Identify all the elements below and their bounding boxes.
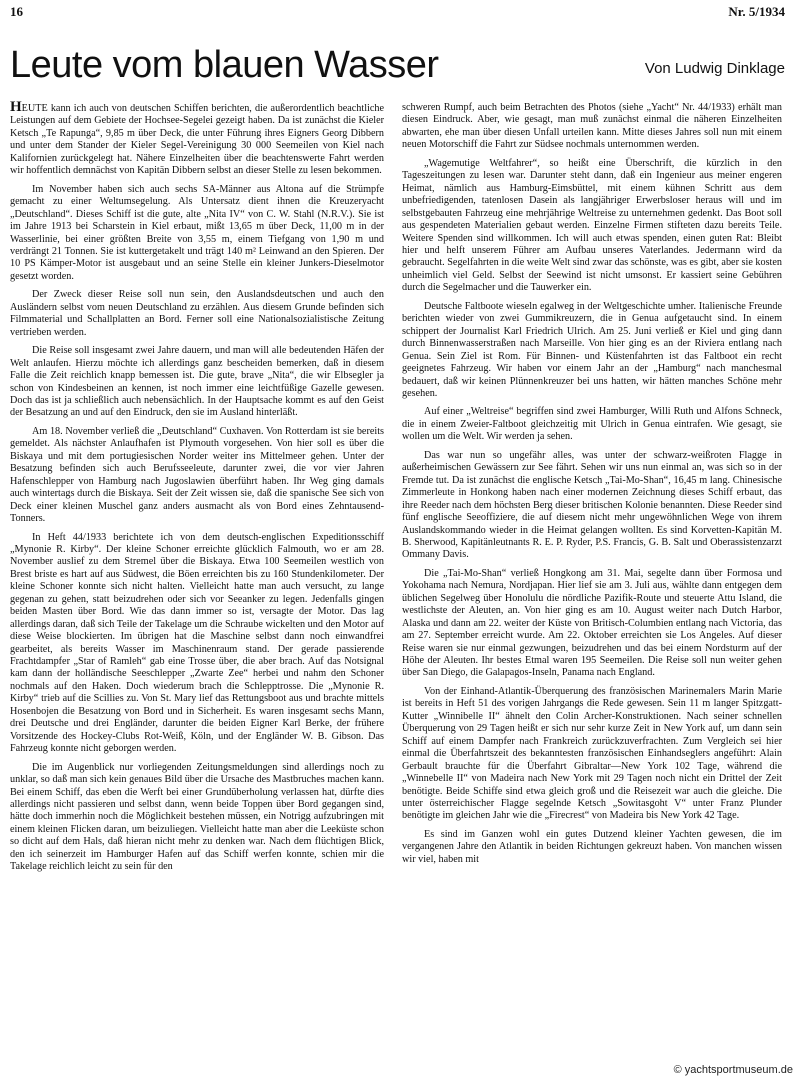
paragraph: schweren Rumpf, auch beim Betrachten des Photos (siehe „Yacht“ Nr. 44/1933) erhält man diesen Eindruck. Aber, wie gesagt, man muß zunächst einmal die näheren Einzelheiten abwarten, ehe man über diesen Unfall urteilen kann. Mitte dieses Jahres soll nun mit einem neuen Motorschiff die Fahrt zur Südsee nochmals unternommen werden. <box>402 102 782 151</box>
left-column <box>10 99 384 880</box>
page-number: 16 <box>10 4 23 19</box>
paragraph: Von der Einhand-Atlantik-Überquerung des französischen Marinemalers Marin Marie ist bereits in Heft 51 des vorigen Jahrgangs die Rede gewesen. Sein 11 m langer Spitzgatt-Kutter „Winnibelle II“ ähnelt den Colin Archer-Konstruktionen. Nach seiner schnellen Überquerung von 29 Tagen heißt er sich nur sehr kurze Zeit in New York auf, um dann sein Schiff auf einem Dampfer nach Frankreich zurückzuverfrachten. Zum Vergleich sei hier einmal die Überfahrtszeit des bekanntesten französischen Einhandseglers angeführt: Alain Gerbault brauchte für die Überfahrt Gibraltar—New York 102 Tage, während die „Winnebelle II“ von Madeira nach New York mit 29 Tagen noch nicht ein Drittel der Zeit benötigte. Beide Schiffe sind etwa gleich groß und die Reisezeit war auch die gleiche. Die unter österreichischer Flagge segelnde Ketsch „Sowitasgoht V“ unter Franz Plunder benötigte im gleichen Jahr wie die „Firecrest“ von Madeira bis New York 42 Tage. <box>402 685 782 822</box>
paragraph: Die Reise soll insgesamt zwei Jahre dauern, und man will alle bedeutenden Häfen der Welt anlaufen. Hierzu möchte ich allerdings ganz bescheiden bemerken, daß in diesem Falle die Zeit reichlich knapp bemessen ist. Die gute, brave „Nita“, die wir Elbsegler ja schon von Kindesbeinen an kennen, ist noch immer eine leichtfüßige Gazelle gewesen. Doch das ist ja schließlich auch nebensächlich. In der Hauptsache kommt es auf den Geist der Besatzung an und auf den Eindruck, den sie im Ausland hinterläßt. <box>10 345 384 419</box>
paragraph: Auf einer „Weltreise“ begriffen sind zwei Hamburger, Willi Ruth und Alfons Schneck, die in einem Zweier-Faltboot gleichzeitig mit Ulrich in Genua eintrafen. Wie gesagt, sie wollen um die Welt. Wir werden ja sehen. <box>402 406 782 443</box>
article-byline: Von Ludwig Dinklage <box>644 60 785 77</box>
paragraph: Im November haben sich auch sechs SA-Männer aus Altona auf die Strümpfe gemacht zu einer Weltumsegelung. Als Untersatz dient ihnen die Kreuzeryacht „Deutschland“. Dieses Schiff ist die gute, alte „Nita IV“ von C. W. Stahl (N.R.V.). Sie ist im Jahre 1913 bei Scharstein in Kiel erbaut, mißt 13,65 m über Deck, 11,00 m in der Wasserlinie, bei einer größten Breite von 3,55 m, einem Tiefgang von 1,90 m und verdrängt 21 Tonnen. Sie ist kuttergetakelt und trägt 140 m² Leinwand an den Spieren. Der 10 PS Kämper-Motor ist ausgebaut und an seine Stelle ein kleiner Junkers-Dieselmotor gesetzt worden. <box>10 183 384 282</box>
paragraph: HEUTE kann ich auch von deutschen Schiffen berichten, die außerordentlich beachtliche Leistungen auf dem Gebiete der Hochsee-Segelei gezeigt haben. Da ist zunächst die Kieler Ketsch „Te Rapunga“, 9,85 m über Deck, die unter Führung ihres Eigners Georg Dibbern und unter dem Stander der Kieler Segel-Vereinigung 30 000 Seemeilen von Kiel nach Kalifornien zurückgelegt hat. Nähere Einzelheiten über die beachtenswerte Fahrt werden wir hoffentlich demnächst von Kapitän Dibbern selbst an dieser Stelle zu lesen bekommen. <box>10 99 384 177</box>
paragraph: Das war nun so ungefähr alles, was unter der schwarz-weißroten Flagge in außerheimischen Gewässern zur See fährt. Sehen wir uns nun einmal an, was sich so in der Fremde tut. Da ist zunächst die englische Ketsch „Tai-Mo-Shan“, 16,45 m lang. Chinesische Zimmerleute in Honkong haben nach einer modernen Zeichnung dieses Schiff erbaut, das ihre Reeder nach dem höchsten Berg dieser britischen Kolonie benannten. Diese Reeder sind fünf englische Seeoffiziere, die auf diesem nicht mehr ungewöhnlichen Wege von ihrem Auslandskommando wieder in die Heimat gelangen wollten. Es sind Korvetten-Kapitän M. B. Sherwood, Kapitänleutnants R. E. P. Ryder, P.S. Francis, G. B. Salt und Oberassistenzarzt Ommany Davis. <box>402 449 782 561</box>
issue-number: Nr. 5/1934 <box>728 4 785 19</box>
paragraph: Der Zweck dieser Reise soll nun sein, den Auslandsdeutschen und auch den Ausländern selbst vom neuen Deutschland zu erzählen. Aus diesem Grunde befinden sich Filmmaterial und Schallplatten an Bord. Ferner soll eine Nationalsozialistische Zeitung vertrieben werden. <box>10 289 384 338</box>
paragraph: „Wagemutige Weltfahrer“, so heißt eine Überschrift, die kürzlich in den Tageszeitungen zu lesen war. Darunter steht dann, daß ein Ingenieur aus meiner engeren Heimat, nämlich aus Hamburg-Eimsbüttel, mit einem kühnen Schritt aus dem unbefriedigenden, tatenlosen Dasein als langjähriger Erwerbsloser heraus will und im selbstgebauten Fahrzeug eine mehrjährige Weltreise zu unternehmen gedenkt. Das Boot soll aus gespendeten Materialien gebaut werden. Einzelne Firmen stifteten dazu bereits Teile. Weitere Spenden sind willkommen. Ich will auch etwas spenden, einen guten Rat: Bleibt hier und helft unserem Führer am Aufbau unseres Vaterlandes. Jedermann wird da gebraucht. Segelfahrten in die weite Welt sind zwar das schönste, was es gibt, aber sie kosten unheimlich viel Geld. Selbst der Seewind ist nicht umsonst. Er kassiert seine Gebühren durch die Segelmacher und die Tauwerker ein. <box>402 157 782 294</box>
paragraph: Am 18. November verließ die „Deutschland“ Cuxhaven. Von Rotterdam ist sie bereits gemeldet. Als nächster Anlaufhafen ist Plymouth vorgesehen. Von hier soll es über die Biskaya und mit dem portugiesischen Norder weiter ins Mittelmeer gehen. Unter der Besatzung befinden sich auch Berufsseeleute, darunter zwei, die vor vier Jahren Hafenschlepper von Hamburg nach Jugoslawien überführt haben. Ihr Weg ging damals auch wintertags durch die Biskaya. Seit der Zeit wissen sie, daß die spanische See sich von Deck einer kleinen Muschel ganz anders ausmacht als von Bord eines Zehntausend-Tonners. <box>10 425 384 525</box>
paragraph: In Heft 44/1933 berichtete ich von dem deutsch-englischen Expeditionsschiff „Mynonie R. Kirby“. Der kleine Schoner erreichte glücklich Falmouth, wo er am 28. November auslief zu dem Stremel über die Biskaya. Etwa 100 Seemeilen westlich von Brest briste es hart auf aus Südwest, die Böen erreichten bis zu 160 Stundenkilometer. Der kleine Schoner konnte sich nicht halten. Vielleicht hatte man auch versucht, zu lange gegenan zu gehen, statt beizudrehen oder sich vor Seeanker zu legen. Jedenfalls gingen beiden Masten über Bord. Wie das dann immer so ist, versagte der Motor. Das lag allerdings daran, daß sich Teile der Takelage um die Schraube wickelten und den Motor auf diese Weise blockierten. Im übrigen hat die Maschine selbst dann noch einwandfrei gearbeitet, als bereits Wasser im Maschinenraum stand. Der gerade passierende Frachtdampfer „Star of Ramleh“ gab eine Trosse über, die aber brach. Auf das Notsignal kam dann der holländische Seeschlepper „Zwarte Zee“ herbei und nahm den Schoner nochmals auf den Haken. Doch wiederum brach die Schlepptrosse. Die „Mynonie R. Kirby“ trieb auf die Scillies zu. Von St. Mary lief das Rettungsboot aus und brachte mittels Hosenbojen die Besatzung von Bord und in Sicherheit. Es waren insgesamt sechs Mann, drei Deutsche und drei Engländer, darunter die beiden Eigner Karl Berke, der frühere Vorsitzende des Hockey-Clubs Rot-Weiß, Köln, und der Engländer W. B. Gibson. Das Fahrzeug konnte nicht geborgen werden. <box>10 531 384 755</box>
page-header <box>10 4 785 24</box>
paragraph: Die „Tai-Mo-Shan“ verließ Hongkong am 31. Mai, segelte dann über Formosa und Yokohama nach Nemura, Nordjapan. Hier lief sie am 3. Juli aus, wählte dann entgegen dem üblichen Segelweg über Honolulu die nördliche Pazifik-Route und steuerte Attu Island, die westlichste der Aleuten, an. Von hier ging es am 10. August weiter nach Dutch Harbor, Alaska und dann am 22. weiter der Küste von Britisch-Columbien entlang nach Victoria, das am 27. September erreicht wurde. Am 22. Oktober erreichten sie Los Angeles. Auf dieser Reise waren sie nur einmal gezwungen, beizudrehen und das bei einem Nordsturm auf der Höhe der Aleuten. Ihr bestes Etmal waren 195 Seemeilen. Die Reise soll nun weiter gehen über San Diego, die Galapagos-Inseln, Panama nach England. <box>402 567 782 679</box>
paragraph: Es sind im Ganzen wohl ein gutes Dutzend kleiner Yachten gewesen, die im vergangenen Jahre den Atlantik in beiden Richtungen gekreuzt haben. Von manchen wissen wir viel, haben mit <box>402 828 782 865</box>
paragraph: Deutsche Faltboote wieseln egalweg in der Weltgeschichte umher. Italienische Freunde berichten wieder von zwei Gummikreuzern, die in Genua aufgetaucht sind. In einem schippert der Journalist Karl Friedrich Ulrich. Am 25. Juni verließ er Kiel und ging dann durch Binnenwasserstraßen nach Marseille. Von hier ging es an der Riviera entlang nach Genua. Sein Ziel ist Rom. Für Binnen- und Küstenfahrten ist das Faltboot ein recht geeignetes Fahrzeug. Wir haben vor einem Jahr an der „Hamburg“ nach manchesmal bedauert, daß wir keinen Plünnenkreuzer bei uns hatten, wir hätten manches Schöne mehr gesehen. <box>402 300 782 399</box>
paragraph: Die im Augenblick nur vorliegenden Zeitungsmeldungen sind allerdings noch zu unklar, so daß man sich kein genaues Bild über die Ursache des Mastbruches machen kann. Bei einem Schiff, das eben die Werft bei einer Grundüberholung verlassen hat, dürfte dies allerdings nicht passieren und selbst dann, wenn beide Toppen über Bord gegangen sind, hätte doch immerhin noch die Möglichkeit bestehen müssen, ein Notrigg aufzubringen mit einem kleinen Flicken daran, um beizuliegen. Vielleicht hatte man aber die Leeküste schon so dicht auf dem Hals, daß hieran nicht mehr zu denken war. Nach dem flüchtigen Blick, den ich seinerzeit im Hamburger Hafen auf das Schiff werfen konnte, schien mir die Takelage reichlich leicht zu sein für den <box>10 761 384 873</box>
watermark: © yachtsportmuseum.de <box>673 1064 793 1076</box>
article-title: Leute vom blauen Wasser <box>10 44 439 86</box>
drop-cap: H <box>10 99 22 115</box>
right-column <box>402 102 782 872</box>
